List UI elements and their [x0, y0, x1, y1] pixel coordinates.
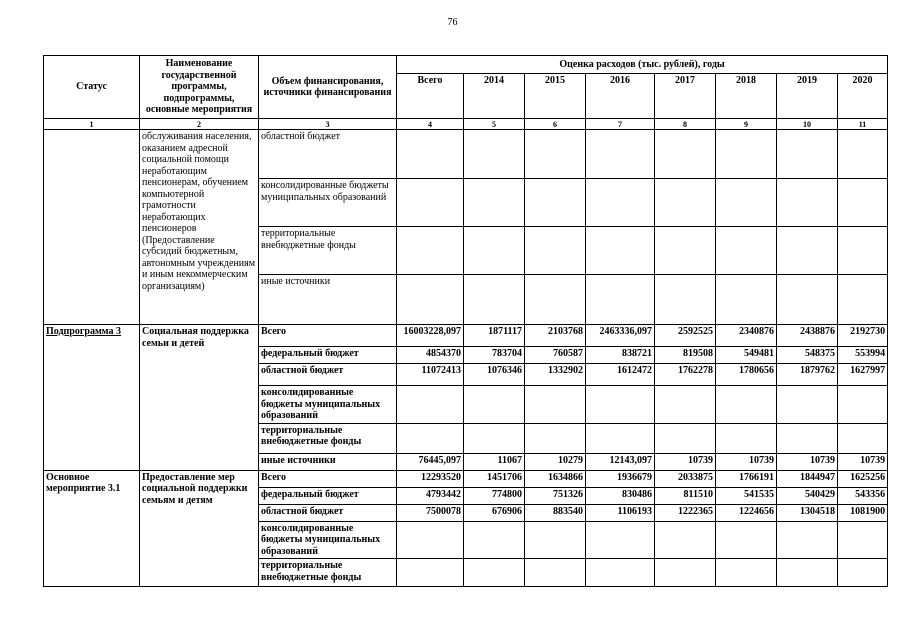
value-cell	[838, 227, 888, 275]
value-cell	[586, 423, 655, 453]
value-cell: 10739	[716, 453, 777, 470]
column-number: 10	[777, 119, 838, 130]
status-label: Основное мероприятие 3.1	[46, 471, 121, 494]
value-cell: 1627997	[838, 364, 888, 386]
value-cell	[586, 386, 655, 424]
funding-source-cell: областной бюджет	[259, 364, 397, 386]
header-year: 2016	[586, 74, 655, 119]
value-cell: 11072413	[397, 364, 464, 386]
value-cell	[525, 130, 586, 179]
value-cell	[838, 179, 888, 227]
value-cell	[838, 559, 888, 587]
value-cell	[586, 179, 655, 227]
value-cell: 811510	[655, 487, 716, 504]
program-name-cell: обслуживания населения, оказанием адресной социальной помощи неработающим пенсионерам, обучением компьютерной грамотности неработающих пенсионеров (Предоставление субсидий бюджетным, автономным учреждениям и иным некоммерческим организациям)	[140, 130, 259, 325]
funding-source-cell: территориальные внебюджетные фонды	[259, 423, 397, 453]
value-cell: 540429	[777, 487, 838, 504]
value-cell	[716, 386, 777, 424]
column-number: 6	[525, 119, 586, 130]
column-number: 1	[44, 119, 140, 130]
funding-source-cell: федеральный бюджет	[259, 347, 397, 364]
value-cell	[716, 559, 777, 587]
column-number: 11	[838, 119, 888, 130]
value-cell	[716, 179, 777, 227]
value-cell: 76445,097	[397, 453, 464, 470]
value-cell	[586, 227, 655, 275]
value-cell: 1076346	[464, 364, 525, 386]
funding-source-cell: консолидированные бюджеты муниципальных образований	[259, 179, 397, 227]
value-cell	[777, 423, 838, 453]
value-cell	[655, 423, 716, 453]
value-cell	[525, 521, 586, 559]
value-cell: 838721	[586, 347, 655, 364]
value-cell	[586, 559, 655, 587]
header-year: Всего	[397, 74, 464, 119]
value-cell: 760587	[525, 347, 586, 364]
value-cell	[716, 521, 777, 559]
value-cell	[464, 423, 525, 453]
column-number: 8	[655, 119, 716, 130]
value-cell: 1332902	[525, 364, 586, 386]
value-cell: 543356	[838, 487, 888, 504]
header-year: 2015	[525, 74, 586, 119]
value-cell: 1634866	[525, 470, 586, 487]
value-cell	[838, 275, 888, 325]
value-cell: 1871117	[464, 325, 525, 347]
value-cell: 1081900	[838, 504, 888, 521]
value-cell: 1936679	[586, 470, 655, 487]
value-cell: 553994	[838, 347, 888, 364]
status-cell	[44, 325, 140, 471]
column-number: 7	[586, 119, 655, 130]
funding-source-cell: консолидированные бюджеты муниципальных образований	[259, 386, 397, 424]
value-cell	[777, 521, 838, 559]
table-row	[44, 325, 888, 347]
value-cell	[655, 179, 716, 227]
value-cell: 4793442	[397, 487, 464, 504]
value-cell	[464, 386, 525, 424]
value-cell: 2103768	[525, 325, 586, 347]
value-cell	[838, 130, 888, 179]
value-cell	[655, 130, 716, 179]
value-cell: 883540	[525, 504, 586, 521]
value-cell	[525, 559, 586, 587]
value-cell	[397, 275, 464, 325]
value-cell	[777, 386, 838, 424]
status-cell	[44, 470, 140, 587]
value-cell	[655, 227, 716, 275]
value-cell	[655, 559, 716, 587]
value-cell: 4854370	[397, 347, 464, 364]
column-number: 3	[259, 119, 397, 130]
value-cell: 1879762	[777, 364, 838, 386]
funding-source-cell: консолидированные бюджеты муниципальных образований	[259, 521, 397, 559]
value-cell: 1625256	[838, 470, 888, 487]
value-cell: 751326	[525, 487, 586, 504]
column-number: 2	[140, 119, 259, 130]
header-year: 2014	[464, 74, 525, 119]
column-number: 9	[716, 119, 777, 130]
program-name-cell: Социальная поддержка семьи и детей	[140, 325, 259, 471]
value-cell	[716, 130, 777, 179]
value-cell	[716, 275, 777, 325]
value-cell	[586, 521, 655, 559]
value-cell	[397, 423, 464, 453]
header-year: 2017	[655, 74, 716, 119]
value-cell	[777, 559, 838, 587]
value-cell	[525, 386, 586, 424]
value-cell: 10739	[655, 453, 716, 470]
value-cell	[464, 179, 525, 227]
funding-source-cell: территориальные внебюджетные фонды	[259, 227, 397, 275]
value-cell	[525, 275, 586, 325]
value-cell: 1762278	[655, 364, 716, 386]
value-cell	[397, 559, 464, 587]
value-cell	[464, 559, 525, 587]
value-cell	[397, 386, 464, 424]
value-cell	[655, 386, 716, 424]
value-cell: 1222365	[655, 504, 716, 521]
header-estimate: Оценка расходов (тыс. рублей), годы	[397, 56, 888, 74]
funding-source-cell: Всего	[259, 325, 397, 347]
value-cell: 11067	[464, 453, 525, 470]
value-cell	[586, 130, 655, 179]
value-cell	[464, 275, 525, 325]
value-cell: 7500078	[397, 504, 464, 521]
value-cell: 2438876	[777, 325, 838, 347]
value-cell: 1766191	[716, 470, 777, 487]
column-number: 4	[397, 119, 464, 130]
value-cell: 12143,097	[586, 453, 655, 470]
value-cell	[838, 386, 888, 424]
value-cell: 1106193	[586, 504, 655, 521]
value-cell	[777, 275, 838, 325]
header-year: 2020	[838, 74, 888, 119]
value-cell	[464, 227, 525, 275]
funding-source-cell: иные источники	[259, 275, 397, 325]
value-cell	[397, 521, 464, 559]
value-cell: 1451706	[464, 470, 525, 487]
value-cell	[838, 521, 888, 559]
value-cell	[777, 179, 838, 227]
header-status: Статус	[44, 56, 140, 119]
value-cell	[777, 227, 838, 275]
value-cell: 774800	[464, 487, 525, 504]
page-number: 76	[447, 17, 458, 28]
value-cell: 2340876	[716, 325, 777, 347]
value-cell: 2592525	[655, 325, 716, 347]
funding-source-cell: областной бюджет	[259, 504, 397, 521]
value-cell: 830486	[586, 487, 655, 504]
value-cell: 1612472	[586, 364, 655, 386]
value-cell: 549481	[716, 347, 777, 364]
header-year: 2018	[716, 74, 777, 119]
value-cell: 1304518	[777, 504, 838, 521]
value-cell	[716, 227, 777, 275]
value-cell	[655, 521, 716, 559]
value-cell: 10739	[838, 453, 888, 470]
column-number: 5	[464, 119, 525, 130]
funding-source-cell: федеральный бюджет	[259, 487, 397, 504]
header-name: Наименование государственной программы, подпрограммы, основные мероприятия	[140, 56, 259, 119]
value-cell	[397, 227, 464, 275]
value-cell	[525, 423, 586, 453]
header-volume: Объем финансирования, источники финансирования	[259, 56, 397, 119]
value-cell: 1780656	[716, 364, 777, 386]
value-cell: 10739	[777, 453, 838, 470]
value-cell: 12293520	[397, 470, 464, 487]
value-cell: 1844947	[777, 470, 838, 487]
value-cell: 819508	[655, 347, 716, 364]
value-cell	[464, 130, 525, 179]
table-row	[44, 470, 888, 487]
value-cell	[586, 275, 655, 325]
value-cell: 2033875	[655, 470, 716, 487]
value-cell	[655, 275, 716, 325]
value-cell	[397, 130, 464, 179]
funding-source-cell: областной бюджет	[259, 130, 397, 179]
value-cell: 2192730	[838, 325, 888, 347]
value-cell	[397, 179, 464, 227]
value-cell	[777, 130, 838, 179]
funding-source-cell: территориальные внебюджетные фонды	[259, 559, 397, 587]
status-label: Подпрограмма 3	[46, 326, 122, 337]
budget-table	[43, 55, 888, 587]
value-cell: 2463336,097	[586, 325, 655, 347]
value-cell: 676906	[464, 504, 525, 521]
value-cell	[716, 423, 777, 453]
value-cell: 16003228,097	[397, 325, 464, 347]
value-cell: 541535	[716, 487, 777, 504]
value-cell	[525, 227, 586, 275]
value-cell: 548375	[777, 347, 838, 364]
value-cell	[464, 521, 525, 559]
program-name-cell: Предоставление мер социальной поддержки семьям и детям	[140, 470, 259, 587]
value-cell	[838, 423, 888, 453]
status-cell	[44, 130, 140, 325]
value-cell	[525, 179, 586, 227]
value-cell: 783704	[464, 347, 525, 364]
value-cell: 10279	[525, 453, 586, 470]
value-cell: 1224656	[716, 504, 777, 521]
header-year: 2019	[777, 74, 838, 119]
funding-source-cell: Всего	[259, 470, 397, 487]
table-row	[44, 130, 888, 179]
funding-source-cell: иные источники	[259, 453, 397, 470]
